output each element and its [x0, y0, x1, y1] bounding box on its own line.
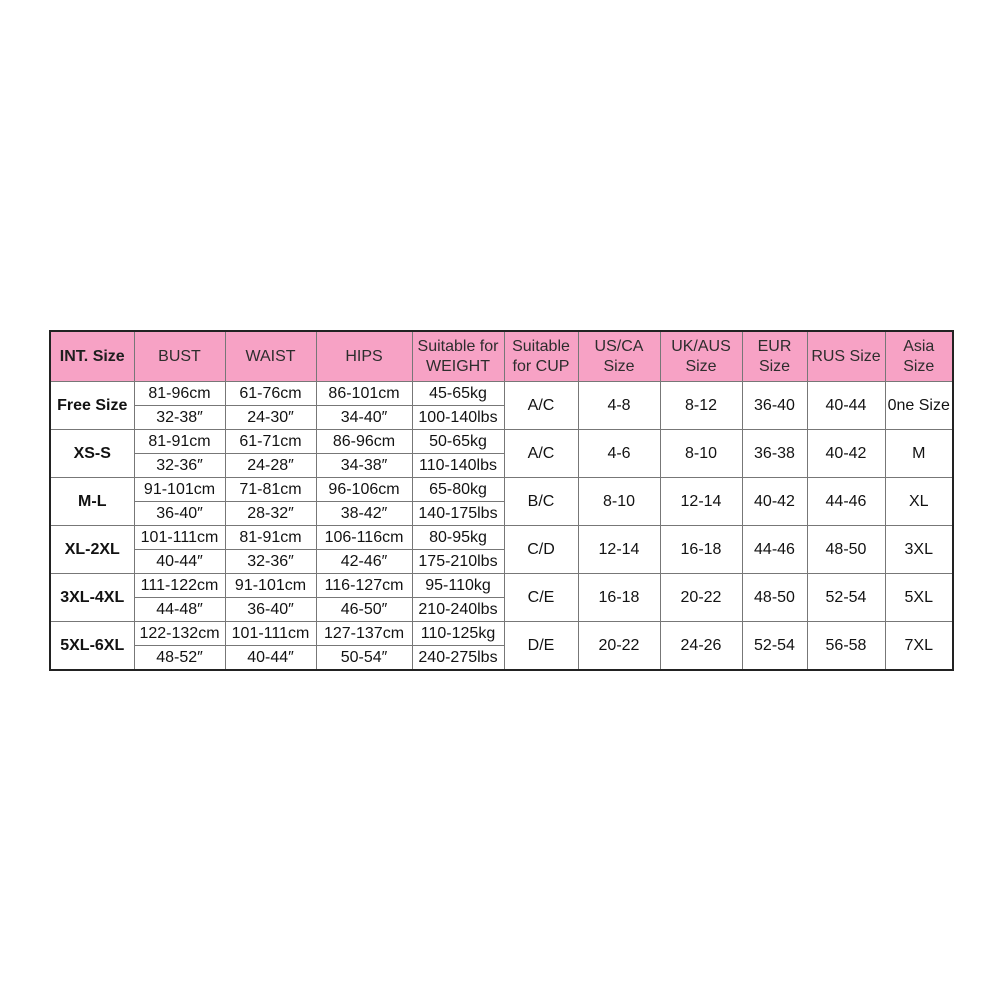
- cell-asia: 0ne Size: [885, 382, 953, 430]
- cell-eur: 36-40: [742, 382, 807, 430]
- row-label-3xl-4xl: 3XL-4XL: [50, 574, 134, 622]
- cell-eur: 52-54: [742, 622, 807, 671]
- cell-waist-in: 24-28″: [225, 454, 316, 478]
- cell-bust-in: 48-52″: [134, 646, 225, 671]
- cell-uk-aus: 24-26: [660, 622, 742, 671]
- cell-hips-in: 38-42″: [316, 502, 412, 526]
- cell-asia: XL: [885, 478, 953, 526]
- cell-us-ca: 16-18: [578, 574, 660, 622]
- cell-us-ca: 12-14: [578, 526, 660, 574]
- cell-eur: 40-42: [742, 478, 807, 526]
- cell-asia: 7XL: [885, 622, 953, 671]
- cell-hips-in: 42-46″: [316, 550, 412, 574]
- cell-hips-cm: 106-116cm: [316, 526, 412, 550]
- cell-asia: 3XL: [885, 526, 953, 574]
- col-header-eur: EUR Size: [742, 331, 807, 382]
- size-chart-table: [49, 330, 954, 671]
- cell-hips-cm: 96-106cm: [316, 478, 412, 502]
- row-label-xl-2xl: XL-2XL: [50, 526, 134, 574]
- cell-rus: 48-50: [807, 526, 885, 574]
- cell-hips-cm: 116-127cm: [316, 574, 412, 598]
- table-row: [50, 382, 953, 406]
- cell-eur: 36-38: [742, 430, 807, 478]
- cell-bust-cm: 81-96cm: [134, 382, 225, 406]
- cell-hips-cm: 127-137cm: [316, 622, 412, 646]
- cell-waist-cm: 101-111cm: [225, 622, 316, 646]
- cell-waist-cm: 91-101cm: [225, 574, 316, 598]
- table-row: [50, 478, 953, 502]
- table-row: [50, 526, 953, 550]
- row-label-xs-s: XS-S: [50, 430, 134, 478]
- cell-waist-in: 32-36″: [225, 550, 316, 574]
- cell-weight-kg: 95-110kg: [412, 574, 504, 598]
- col-header-asia: Asia Size: [885, 331, 953, 382]
- col-header-uk-aus: UK/AUS Size: [660, 331, 742, 382]
- cell-us-ca: 4-8: [578, 382, 660, 430]
- cell-weight-kg: 80-95kg: [412, 526, 504, 550]
- cell-uk-aus: 8-10: [660, 430, 742, 478]
- cell-uk-aus: 8-12: [660, 382, 742, 430]
- table-row: [50, 430, 953, 454]
- cell-rus: 40-42: [807, 430, 885, 478]
- cell-bust-cm: 91-101cm: [134, 478, 225, 502]
- cell-uk-aus: 16-18: [660, 526, 742, 574]
- cell-weight-lbs: 175-210lbs: [412, 550, 504, 574]
- cell-weight-kg: 110-125kg: [412, 622, 504, 646]
- col-header-rus: RUS Size: [807, 331, 885, 382]
- cell-weight-kg: 65-80kg: [412, 478, 504, 502]
- col-header-waist: WAIST: [225, 331, 316, 382]
- cell-cup: C/D: [504, 526, 578, 574]
- cell-rus: 40-44: [807, 382, 885, 430]
- cell-weight-lbs: 100-140lbs: [412, 406, 504, 430]
- table-row: [50, 574, 953, 598]
- col-header-bust: BUST: [134, 331, 225, 382]
- cell-weight-lbs: 140-175lbs: [412, 502, 504, 526]
- cell-cup: A/C: [504, 382, 578, 430]
- cell-weight-lbs: 240-275lbs: [412, 646, 504, 671]
- row-label-m-l: M-L: [50, 478, 134, 526]
- cell-waist-cm: 81-91cm: [225, 526, 316, 550]
- cell-weight-kg: 50-65kg: [412, 430, 504, 454]
- cell-hips-in: 34-40″: [316, 406, 412, 430]
- cell-asia: 5XL: [885, 574, 953, 622]
- cell-hips-cm: 86-101cm: [316, 382, 412, 406]
- cell-hips-in: 50-54″: [316, 646, 412, 671]
- cell-bust-cm: 111-122cm: [134, 574, 225, 598]
- cell-hips-in: 34-38″: [316, 454, 412, 478]
- cell-waist-cm: 61-71cm: [225, 430, 316, 454]
- cell-bust-in: 40-44″: [134, 550, 225, 574]
- cell-waist-in: 24-30″: [225, 406, 316, 430]
- col-header-int-size: INT. Size: [50, 331, 134, 382]
- cell-asia: M: [885, 430, 953, 478]
- cell-cup: B/C: [504, 478, 578, 526]
- cell-rus: 52-54: [807, 574, 885, 622]
- cell-uk-aus: 20-22: [660, 574, 742, 622]
- cell-hips-in: 46-50″: [316, 598, 412, 622]
- cell-weight-lbs: 210-240lbs: [412, 598, 504, 622]
- row-label-free-size: Free Size: [50, 382, 134, 430]
- cell-bust-in: 32-36″: [134, 454, 225, 478]
- cell-weight-lbs: 110-140lbs: [412, 454, 504, 478]
- col-header-hips: HIPS: [316, 331, 412, 382]
- cell-cup: D/E: [504, 622, 578, 671]
- cell-bust-cm: 101-111cm: [134, 526, 225, 550]
- cell-waist-in: 36-40″: [225, 598, 316, 622]
- cell-uk-aus: 12-14: [660, 478, 742, 526]
- cell-bust-cm: 122-132cm: [134, 622, 225, 646]
- cell-bust-cm: 81-91cm: [134, 430, 225, 454]
- cell-rus: 56-58: [807, 622, 885, 671]
- cell-eur: 48-50: [742, 574, 807, 622]
- cell-bust-in: 44-48″: [134, 598, 225, 622]
- cell-rus: 44-46: [807, 478, 885, 526]
- cell-us-ca: 4-6: [578, 430, 660, 478]
- cell-bust-in: 36-40″: [134, 502, 225, 526]
- cell-us-ca: 8-10: [578, 478, 660, 526]
- cell-eur: 44-46: [742, 526, 807, 574]
- header-row: [50, 331, 953, 382]
- cell-waist-cm: 71-81cm: [225, 478, 316, 502]
- cell-us-ca: 20-22: [578, 622, 660, 671]
- cell-bust-in: 32-38″: [134, 406, 225, 430]
- col-header-us-ca: US/CA Size: [578, 331, 660, 382]
- table-row: [50, 622, 953, 646]
- cell-waist-cm: 61-76cm: [225, 382, 316, 406]
- cell-waist-in: 28-32″: [225, 502, 316, 526]
- cell-cup: A/C: [504, 430, 578, 478]
- col-header-weight: Suitable for WEIGHT: [412, 331, 504, 382]
- col-header-cup: Suitable for CUP: [504, 331, 578, 382]
- cell-hips-cm: 86-96cm: [316, 430, 412, 454]
- cell-cup: C/E: [504, 574, 578, 622]
- row-label-5xl-6xl: 5XL-6XL: [50, 622, 134, 671]
- cell-weight-kg: 45-65kg: [412, 382, 504, 406]
- cell-waist-in: 40-44″: [225, 646, 316, 671]
